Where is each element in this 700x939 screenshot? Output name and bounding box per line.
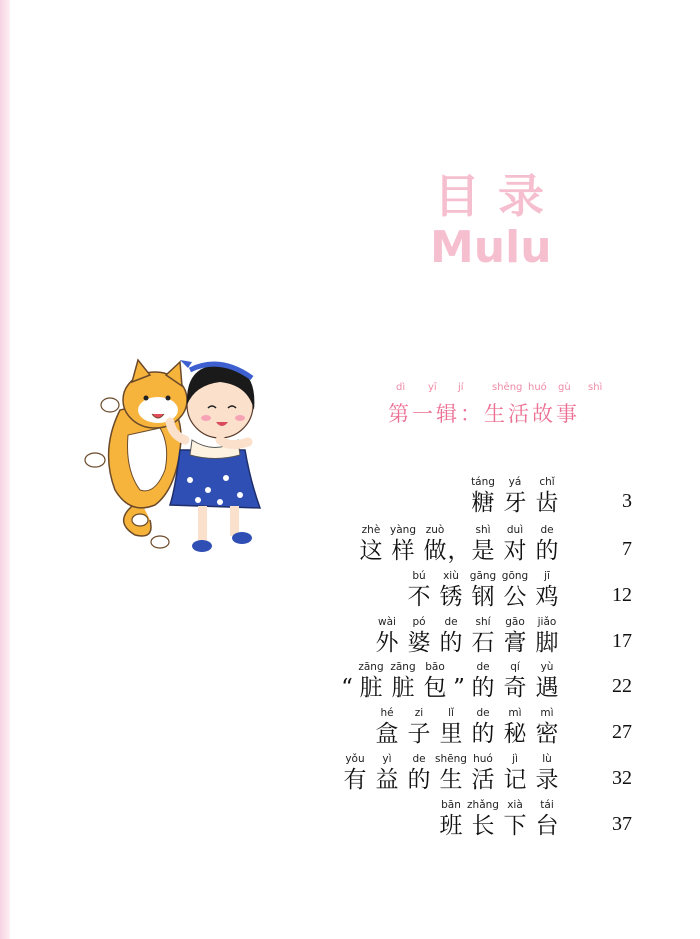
hanzi-char: 秘 <box>503 721 527 747</box>
page-title-chinese: 目录 <box>434 169 562 223</box>
pinyin-annotation: wài <box>378 616 396 628</box>
ruby-char <box>532 752 562 794</box>
ruby-char <box>372 752 402 794</box>
hanzi-char: 下 <box>503 813 527 839</box>
pinyin-annotation: yǒu <box>345 753 365 765</box>
hanzi-char: 生 <box>439 767 463 793</box>
toc-entry[interactable] <box>262 475 562 519</box>
ruby-char <box>404 569 434 611</box>
pinyin-annotation: lù <box>542 753 552 765</box>
pinyin-annotation: de <box>444 616 458 628</box>
hanzi-char: 膏 <box>503 630 527 656</box>
pinyin-annotation: yì <box>382 753 392 765</box>
ruby-char <box>468 523 498 565</box>
toc-page-number: 17 <box>612 630 632 652</box>
pinyin-annotation: mì <box>540 707 554 719</box>
toc-entry-title <box>340 752 562 794</box>
pinyin-annotation: jī <box>544 570 550 582</box>
ruby-char <box>500 615 530 657</box>
ruby-char <box>532 569 562 611</box>
toc-entry[interactable] <box>262 706 562 750</box>
hanzi-char: 盒 <box>375 721 399 747</box>
ruby-char <box>500 752 530 794</box>
hanzi-char: 益 <box>375 767 399 793</box>
page-title-pinyin: Mulu <box>430 222 552 273</box>
ruby-char <box>372 706 402 748</box>
toc-page-number: 12 <box>612 584 632 606</box>
pinyin-annotation: zāng <box>358 661 384 673</box>
hanzi-char: 班 <box>439 813 463 839</box>
ruby-char <box>500 523 530 565</box>
toc-page-number: 32 <box>612 767 632 789</box>
pinyin-annotation: bān <box>441 799 461 811</box>
pinyin-annotation: yù <box>540 661 554 673</box>
toc-page-number: 37 <box>612 813 632 835</box>
toc-entry-title <box>356 523 562 565</box>
toc-entry-title <box>340 660 562 702</box>
ruby-char <box>388 660 418 702</box>
toc-entry-title <box>436 798 562 840</box>
hanzi-char: ” <box>453 675 465 701</box>
ruby-char <box>356 660 386 702</box>
hanzi-char: 石 <box>471 630 495 656</box>
page-edge <box>0 0 10 939</box>
ruby-char <box>532 475 562 517</box>
pinyin-annotation: xià <box>507 799 523 811</box>
pinyin-annotation: shēng <box>435 753 467 765</box>
hanzi-char: 的 <box>407 767 431 793</box>
toc-entry-title <box>372 615 562 657</box>
hanzi-char: “ <box>341 675 353 701</box>
hanzi-char: 子 <box>407 721 431 747</box>
pinyin-annotation: zi <box>414 707 424 719</box>
ruby-char <box>404 752 434 794</box>
pinyin-annotation: yàng <box>390 524 416 536</box>
hanzi-char: 牙 <box>503 490 527 516</box>
pinyin-annotation: zāng <box>390 661 416 673</box>
hanzi-char: 活 <box>471 767 495 793</box>
hanzi-char: 不 <box>407 584 431 610</box>
hanzi-char: 有 <box>343 767 367 793</box>
section-pinyin: gù <box>558 382 571 393</box>
pinyin-annotation: yá <box>508 476 522 488</box>
hanzi-char: 钢 <box>471 584 495 610</box>
section-heading <box>388 382 628 430</box>
ruby-char <box>340 752 370 794</box>
ruby-char <box>468 706 498 748</box>
ruby-char <box>404 615 434 657</box>
pinyin-annotation: jiǎo <box>537 616 557 628</box>
hanzi-char: 里 <box>439 721 463 747</box>
toc-entry[interactable] <box>262 523 562 567</box>
pinyin-annotation: gāo <box>505 616 525 628</box>
toc-entry[interactable] <box>262 615 562 659</box>
toc-entry[interactable] <box>262 798 562 842</box>
ruby-char <box>468 752 498 794</box>
pinyin-annotation: xiù <box>443 570 459 582</box>
hanzi-char: 密 <box>535 721 559 747</box>
hanzi-char: 是 <box>471 538 495 564</box>
toc-entry-title <box>372 706 562 748</box>
ruby-char <box>468 798 498 840</box>
hanzi-char: 这 <box>359 538 383 564</box>
hanzi-char: 的 <box>471 721 495 747</box>
section-pinyin: huó <box>528 382 547 393</box>
ruby-char <box>420 523 450 565</box>
hanzi-char: 婆 <box>407 630 431 656</box>
hanzi-char: 的 <box>439 630 463 656</box>
hanzi-char: 记 <box>503 767 527 793</box>
pinyin-annotation: huó <box>473 753 493 765</box>
pinyin-annotation: zhǎng <box>467 799 499 811</box>
hanzi-char: 包 <box>423 675 447 701</box>
toc-entry[interactable] <box>262 660 562 704</box>
ruby-char <box>436 569 466 611</box>
pinyin-annotation: hé <box>380 707 394 719</box>
hanzi-char: 对 <box>503 538 527 564</box>
pinyin-annotation: zuò <box>425 524 445 536</box>
ruby-char <box>447 523 471 565</box>
hanzi-char: 脏 <box>391 675 415 701</box>
ruby-char <box>532 615 562 657</box>
toc-page-number: 22 <box>612 675 632 697</box>
ruby-char <box>436 615 466 657</box>
hanzi-char: 录 <box>535 767 559 793</box>
toc-page-number: 7 <box>622 538 632 560</box>
section-pinyin: jí <box>458 382 464 393</box>
pinyin-annotation: lǐ <box>448 707 454 719</box>
ruby-char <box>468 569 498 611</box>
ruby-char <box>500 798 530 840</box>
ruby-char <box>468 475 498 517</box>
hanzi-char: 脚 <box>535 630 559 656</box>
toc-entry-title <box>404 569 562 611</box>
pinyin-annotation: chǐ <box>539 476 555 488</box>
pinyin-annotation: táng <box>471 476 495 488</box>
pinyin-annotation: bú <box>412 570 426 582</box>
section-pinyin: yī <box>428 382 437 393</box>
ruby-char <box>500 706 530 748</box>
girl-with-cat-illustration <box>80 330 280 570</box>
pinyin-annotation: zhè <box>361 524 381 536</box>
hanzi-char: ， <box>447 538 471 564</box>
hanzi-char: 做 <box>423 538 447 564</box>
section-title: 第一辑：生活故事 <box>388 402 580 426</box>
pinyin-annotation: shì <box>475 524 491 536</box>
toc-entry[interactable] <box>262 752 562 796</box>
toc-entry[interactable] <box>262 569 562 613</box>
ruby-char <box>500 660 530 702</box>
ruby-char <box>500 475 530 517</box>
section-pinyin: dì <box>396 382 406 393</box>
ruby-char <box>340 660 354 702</box>
hanzi-char: 锈 <box>439 584 463 610</box>
ruby-char <box>468 615 498 657</box>
pinyin-annotation: de <box>476 661 490 673</box>
hanzi-char: 齿 <box>535 490 559 516</box>
ruby-char <box>532 660 562 702</box>
ruby-char <box>436 706 466 748</box>
pinyin-annotation: de <box>412 753 426 765</box>
pinyin-annotation: de <box>476 707 490 719</box>
hanzi-char: 外 <box>375 630 399 656</box>
hanzi-char: 台 <box>535 813 559 839</box>
pinyin-annotation: mì <box>508 707 522 719</box>
ruby-char <box>436 798 466 840</box>
ruby-char <box>372 615 402 657</box>
pinyin-annotation: pó <box>412 616 426 628</box>
ruby-char <box>468 660 498 702</box>
ruby-char <box>404 706 434 748</box>
section-pinyin: shì <box>588 382 603 393</box>
ruby-char <box>436 752 466 794</box>
hanzi-char: 脏 <box>359 675 383 701</box>
ruby-char <box>452 660 466 702</box>
pinyin-annotation: gāng <box>469 570 497 582</box>
ruby-char <box>532 798 562 840</box>
pinyin-annotation: shí <box>475 616 491 628</box>
pinyin-annotation: tái <box>540 799 554 811</box>
pinyin-annotation: de <box>540 524 554 536</box>
hanzi-char: 样 <box>391 538 415 564</box>
pinyin-annotation: jì <box>512 753 518 765</box>
hanzi-char: 的 <box>535 538 559 564</box>
pinyin-annotation: gōng <box>501 570 529 582</box>
hanzi-char: 糖 <box>471 490 495 516</box>
hanzi-char: 长 <box>471 813 495 839</box>
ruby-char <box>532 523 562 565</box>
hanzi-char: 鸡 <box>535 584 559 610</box>
hanzi-char: 遇 <box>535 675 559 701</box>
pinyin-annotation: bāo <box>425 661 445 673</box>
section-pinyin: shēng <box>492 382 523 393</box>
pinyin-annotation: qí <box>510 661 520 673</box>
toc-page-number: 3 <box>622 490 632 512</box>
pinyin-annotation: duì <box>506 524 524 536</box>
toc-page-number: 27 <box>612 721 632 743</box>
ruby-char <box>388 523 418 565</box>
hanzi-char: 的 <box>471 675 495 701</box>
ruby-char <box>420 660 450 702</box>
ruby-char <box>356 523 386 565</box>
ruby-char <box>532 706 562 748</box>
hanzi-char: 奇 <box>503 675 527 701</box>
ruby-char <box>500 569 530 611</box>
toc-entry-title <box>468 475 562 517</box>
hanzi-char: 公 <box>503 584 527 610</box>
